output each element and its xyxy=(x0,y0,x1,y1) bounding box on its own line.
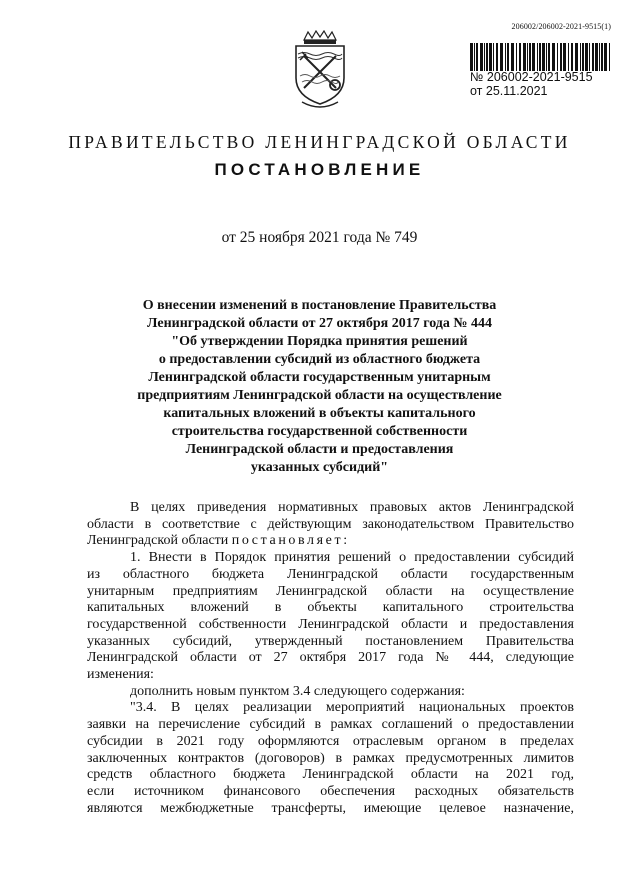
barcode-bar xyxy=(557,43,558,71)
barcode-bar xyxy=(532,43,535,71)
barcode-bar xyxy=(542,43,545,71)
barcode-bar xyxy=(474,43,475,71)
barcode-bar xyxy=(527,43,528,71)
barcode-bar xyxy=(529,43,531,71)
barcode-bar xyxy=(560,43,562,71)
barcode-bar xyxy=(548,43,550,71)
body-line: заключенных контрактов (договоров) в рамках предусмотренных лимитов xyxy=(87,750,574,766)
barcode-bar xyxy=(601,43,603,71)
subject-line: указанных субсидий" xyxy=(250,460,389,475)
barcode-bar xyxy=(592,43,594,71)
body-line: из областного бюджета Ленинградской области государственным xyxy=(87,566,574,582)
body-line: дополнить новым пунктом 3.4 следующего содержания: xyxy=(130,683,465,699)
barcode-bar xyxy=(552,43,555,71)
document-type: ПОСТАНОВЛЕНИЕ xyxy=(214,160,425,179)
barcode-bar xyxy=(589,43,590,71)
subject-line: Ленинградской области от 27 октября 2017 года № 444 xyxy=(147,316,492,331)
organization-name: ПРАВИТЕЛЬСТВО ЛЕНИНГРАДСКОЙ ОБЛАСТИ xyxy=(68,132,571,152)
resolution-keyword: постановляет: xyxy=(231,533,350,549)
registration-code: 206002/206002-2021-9515(1) xyxy=(511,22,611,31)
subject-line: О внесении изменений в постановление Правительства xyxy=(142,298,497,313)
body-line: указанных субсидий, утвержденный постановлением Правительства xyxy=(87,633,574,649)
body-text: Ленинградской области xyxy=(87,533,232,549)
body-line: изменения: xyxy=(87,667,154,683)
body-line: средств областного бюджета Ленинградской области на 2021 год, xyxy=(87,767,574,783)
body-line: 1. Внести в Порядок принятия решений о предоставлении субсидий xyxy=(130,550,574,566)
barcode-bar xyxy=(585,43,588,71)
body-line: если источником финансового обеспечения расходных обязательств xyxy=(87,783,574,799)
document-body xyxy=(87,500,574,817)
barcode-bar xyxy=(537,43,538,71)
barcode-bar xyxy=(571,43,573,71)
body-line: В целях приведения нормативных правовых актов Ленинградской xyxy=(130,500,574,515)
barcode-bar xyxy=(511,43,514,71)
barcode-bar xyxy=(609,43,610,71)
body-line: унитарным предприятиям Ленинградской области на осуществление xyxy=(87,583,574,599)
barcode-bar xyxy=(489,43,492,71)
barcode-bar xyxy=(486,43,488,71)
barcode-bar xyxy=(595,43,598,71)
leningrad-oblast-emblem-icon xyxy=(290,30,350,112)
body-line: Ленинградской области от 27 октября 2017 года № 444, следующие xyxy=(87,650,574,666)
barcode-bar xyxy=(507,43,509,71)
subject-line: Ленинградской области и предоставления xyxy=(185,442,454,457)
barcode-bar xyxy=(580,43,581,71)
barcode-bar xyxy=(476,43,478,71)
barcode-bar xyxy=(500,43,503,71)
body-line: являются межбюджетные трансферты, имеющие целевое назначение, xyxy=(87,800,574,816)
barcode-bar xyxy=(480,43,483,71)
subject-line: предприятиям Ленинградской области на осуществление xyxy=(137,388,502,403)
barcode-bar xyxy=(484,43,485,71)
barcode-bar xyxy=(563,43,566,71)
barcode-bar xyxy=(496,43,498,71)
subject-line: о предоставлении субсидий из областного бюджета xyxy=(158,352,481,367)
barcode-bar xyxy=(519,43,521,71)
barcode-bar xyxy=(523,43,526,71)
barcode-icon xyxy=(470,43,612,71)
subject-line: "Об утверждении Порядка принятия решений xyxy=(171,334,468,349)
barcode-bar xyxy=(539,43,541,71)
body-line: государственной собственности Ленинградской области и предоставления xyxy=(87,616,574,632)
body-line: заявки на перечисление субсидий в рамках соглашений о предоставлении xyxy=(87,717,574,733)
barcode-bar xyxy=(493,43,494,71)
barcode-bar xyxy=(582,43,584,71)
document-date-number: от 25 ноября 2021 года № 749 xyxy=(221,229,418,246)
barcode-bar xyxy=(599,43,600,71)
barcode-bar xyxy=(470,43,473,71)
body-line: "3.4. В целях реализации мероприятий национальных проектов xyxy=(130,700,574,716)
subject-line: Ленинградской области государственным унитарным xyxy=(148,370,491,385)
barcode-bar xyxy=(604,43,607,71)
barcode-bar xyxy=(546,43,547,71)
body-line: субсидии в 2021 году оформляются отраслевым органом в пределах xyxy=(87,733,574,749)
registration-date: от 25.11.2021 xyxy=(470,84,548,98)
subject-line: строительства государственной собственности xyxy=(171,424,468,439)
body-line: области в соответствие с действующим законодательством Правительство xyxy=(87,516,574,532)
barcode-bar xyxy=(516,43,517,71)
document-subject xyxy=(100,297,539,477)
body-line xyxy=(87,533,574,550)
barcode-bar xyxy=(575,43,578,71)
subject-line: капитальных вложений в объекты капитального xyxy=(163,406,476,421)
registration-number: № 206002-2021-9515 xyxy=(470,70,593,84)
body-line: капитальных вложений в объекты капитального строительства xyxy=(87,600,574,616)
barcode-bar xyxy=(505,43,506,71)
barcode-bar xyxy=(568,43,569,71)
